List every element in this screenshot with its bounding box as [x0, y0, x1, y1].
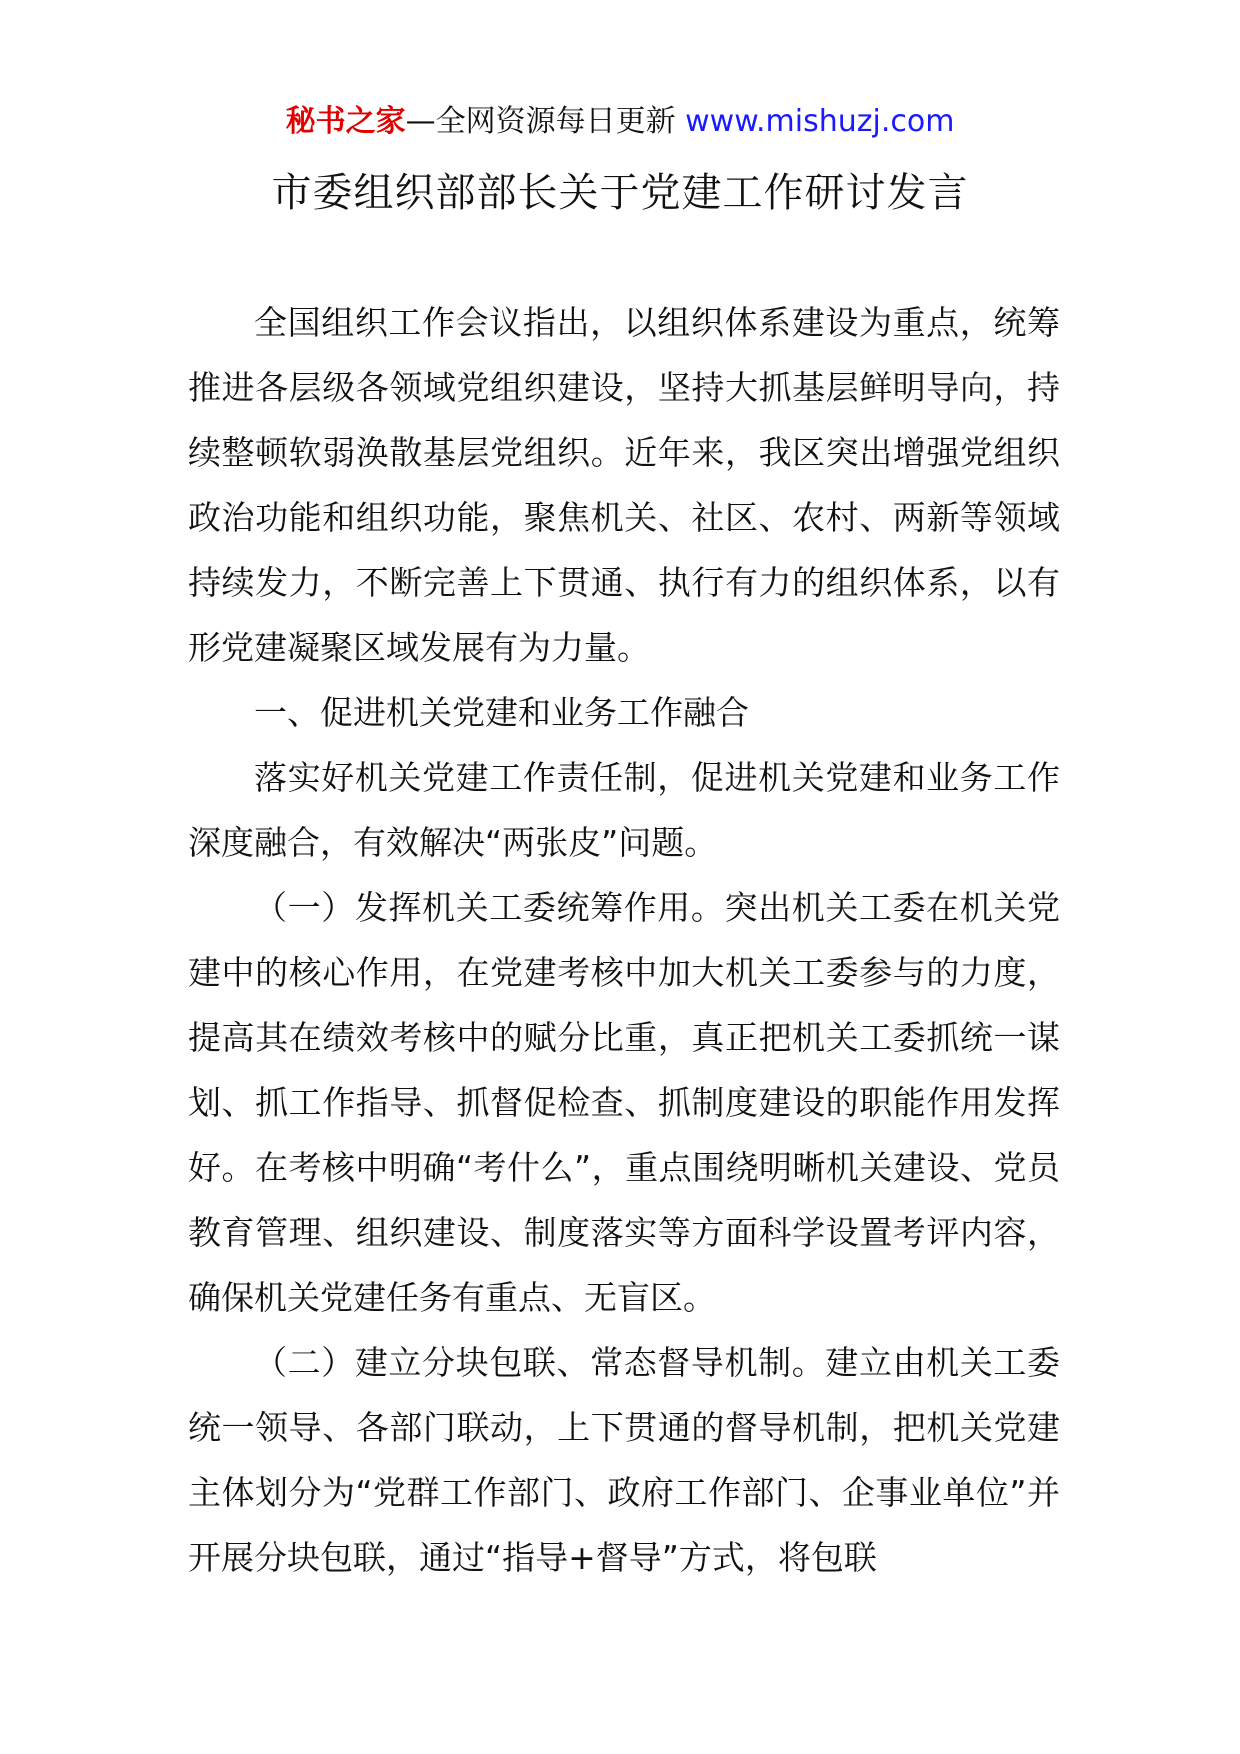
brand-name: 秘书之家 [285, 104, 406, 139]
paragraph-section-1: 落实好机关党建工作责任制，促进机关党建和业务工作深度融合，有效解决“两张皮”问题。 [188, 758, 1060, 862]
paragraph-item-1: （一）发挥机关工委统筹作用。突出机关工委在机关党建中的核心作用，在党建考核中加大机关工委参与的力度，提高其在绩效考核中的赋分比重，真正把机关工委抓统一谋划、抓工作指导、抓督促检查、抓制度建设的职能作用发挥好。在考核中明确“考什么”，重点围绕明晰机关建设、党员教育管理、组织建设、制度落实等方面科学设置考评内容，确保机关党建任务有重点、无盲区。 [188, 888, 1060, 1317]
paragraph-item-2: （二）建立分块包联、常态督导机制。建立由机关工委统一领导、各部门联动，上下贯通的督导机制，把机关党建主体划分为“党群工作部门、政府工作部门、企事业单位”并开展分块包联，通过“指导+督导”方式，将包联 [188, 1343, 1060, 1577]
document-title: 市委组织部部长关于党建工作研讨发言 [271, 170, 969, 216]
header-tagline: —全网资源每日更新 [405, 104, 686, 139]
section-heading-1: 一、促进机关党建和业务工作融合 [254, 693, 749, 732]
document-body [188, 290, 1060, 1590]
paragraph-intro: 全国组织工作会议指出，以组织体系建设为重点，统筹推进各层级各领域党组织建设，坚持大抓基层鲜明导向，持续整顿软弱涣散基层党组织。近年来，我区突出增强党组织政治功能和组织功能，聚焦机关、社区、农村、两新等领域持续发力，不断完善上下贯通、执行有力的组织体系，以有形党建凝聚区域发展有为力量。 [188, 303, 1060, 667]
site-header [0, 100, 1240, 144]
site-url: www.mishuzj.com [685, 104, 955, 139]
